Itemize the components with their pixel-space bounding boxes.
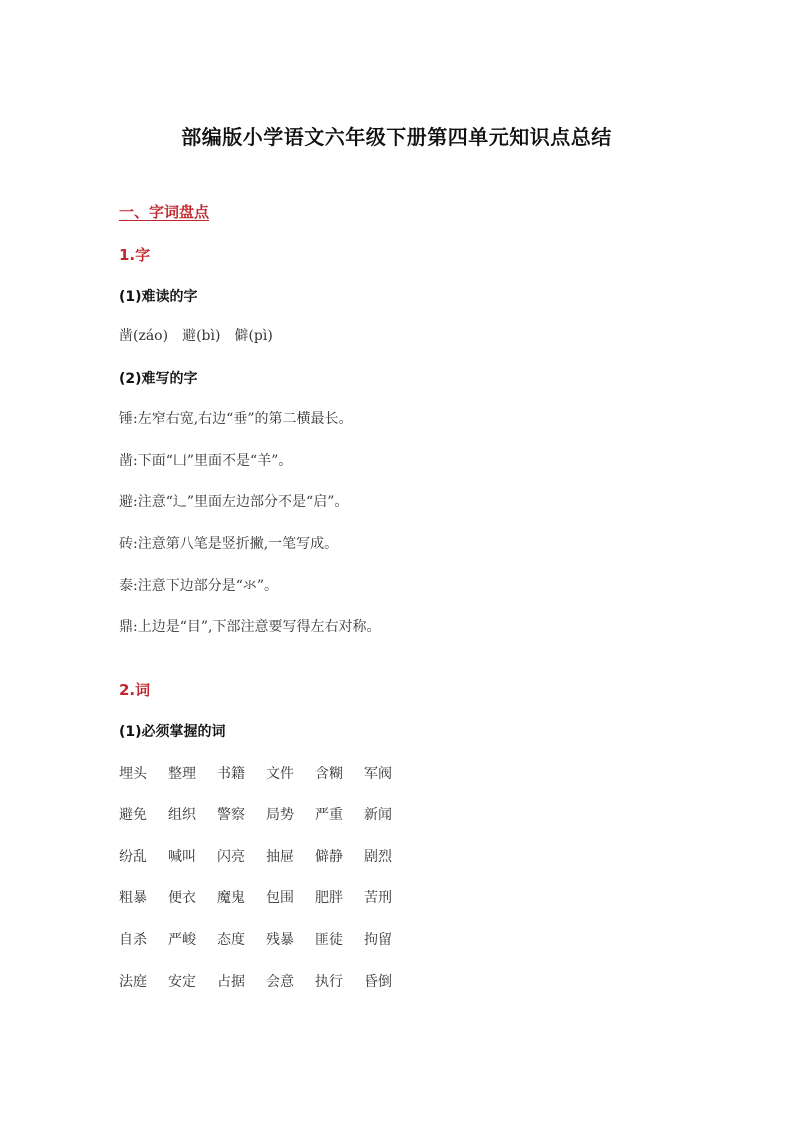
word-row	[119, 764, 413, 784]
word: 严峻	[168, 932, 196, 948]
word: 苦刑	[364, 890, 392, 906]
word: 军阀	[364, 766, 392, 782]
writing-note: 鼎:上边是“目”,下部注意要写得左右对称。	[119, 619, 381, 635]
word: 法庭	[119, 974, 147, 990]
word: 会意	[266, 974, 294, 990]
word: 包围	[266, 890, 294, 906]
word: 粗暴	[119, 890, 147, 906]
word: 纷乱	[119, 849, 147, 865]
word-row	[119, 972, 413, 992]
word: 占据	[217, 974, 245, 990]
word: 魔鬼	[217, 890, 245, 906]
word: 抽屉	[266, 849, 294, 865]
heading-must-master-words: (1)必须掌握的词	[119, 724, 226, 740]
word: 便衣	[168, 890, 196, 906]
subsection-heading-characters: 1.字	[119, 246, 151, 264]
section-heading-vocabulary: 一、字词盘点	[119, 203, 210, 221]
word: 闪亮	[217, 849, 245, 865]
word: 拘留	[364, 932, 392, 948]
word: 剧烈	[364, 849, 392, 865]
word: 书籍	[217, 766, 245, 782]
word: 执行	[315, 974, 343, 990]
word-row	[119, 888, 413, 908]
word: 避免	[119, 807, 147, 823]
word: 局势	[266, 807, 294, 823]
word: 整理	[168, 766, 196, 782]
word: 昏倒	[364, 974, 392, 990]
word: 新闻	[364, 807, 392, 823]
word: 匪徒	[315, 932, 343, 948]
heading-hard-to-write: (2)难写的字	[119, 371, 198, 387]
word: 肥胖	[315, 890, 343, 906]
word-row	[119, 930, 413, 950]
writing-note: 泰:注意下边部分是“氺”。	[119, 578, 279, 594]
word: 埋头	[119, 766, 147, 782]
word: 严重	[315, 807, 343, 823]
word: 自杀	[119, 932, 147, 948]
word: 喊叫	[168, 849, 196, 865]
word: 态度	[217, 932, 245, 948]
subsection-heading-words: 2.词	[119, 681, 151, 699]
writing-note: 锤:左窄右宽,右边“垂”的第二横最长。	[119, 411, 353, 427]
word-row	[119, 805, 413, 825]
heading-hard-to-read: (1)难读的字	[119, 289, 198, 305]
hard-to-read-characters: 凿(záo) 避(bì) 僻(pì)	[119, 328, 273, 344]
writing-note: 避:注意“辶”里面左边部分不是“启”。	[119, 494, 349, 510]
word-row	[119, 847, 413, 867]
writing-note: 砖:注意第八笔是竖折撇,一笔写成。	[119, 536, 339, 552]
word: 文件	[266, 766, 294, 782]
word: 组织	[168, 807, 196, 823]
word: 安定	[168, 974, 196, 990]
word: 警察	[217, 807, 245, 823]
word: 僻静	[315, 849, 343, 865]
word: 含糊	[315, 766, 343, 782]
writing-note: 凿:下面“凵”里面不是“羊”。	[119, 453, 293, 469]
page-title: 部编版小学语文六年级下册第四单元知识点总结	[181, 125, 612, 149]
word: 残暴	[266, 932, 294, 948]
